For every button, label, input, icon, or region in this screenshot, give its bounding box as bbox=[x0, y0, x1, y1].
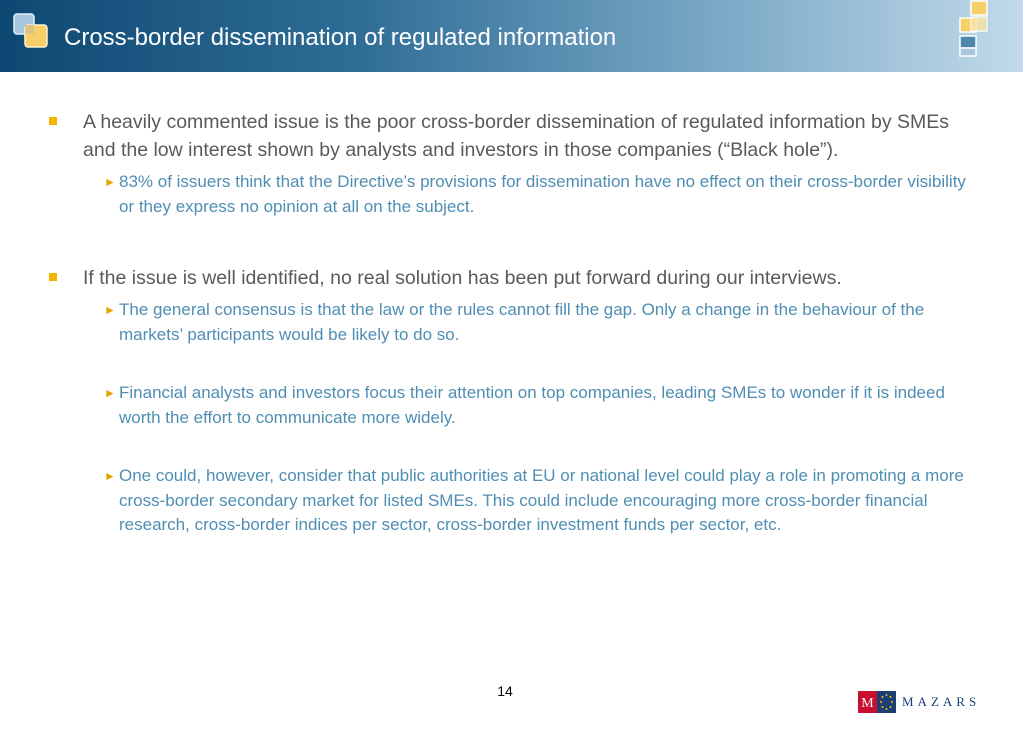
triangle-bullet-icon: ► bbox=[104, 175, 116, 189]
slide-title: Cross-border dissemination of regulated information bbox=[64, 24, 617, 51]
triangle-bullet-icon: ► bbox=[104, 386, 116, 400]
header-bar bbox=[0, 0, 1023, 72]
sub-bullet-text: One could, however, consider that public authorities at EU or national level could play a role in promoting a more cross-border secondary market for listed SMEs. This could include encouraging more cross-border financial research, cross-border indices per sector, cross-border investment funds per sector, etc. bbox=[119, 466, 964, 534]
brand-name: MAZARS bbox=[902, 694, 981, 709]
overlapping-squares-logo-icon bbox=[12, 12, 52, 52]
sub-bullet-item bbox=[104, 170, 968, 219]
sub-bullet-item bbox=[104, 464, 968, 538]
slide-content bbox=[48, 108, 968, 538]
sub-bullet-item bbox=[104, 298, 968, 347]
triangle-bullet-icon: ► bbox=[104, 303, 116, 317]
bullet-item bbox=[48, 264, 968, 292]
sub-bullet-text: 83% of issuers think that the Directive’s provisions for dissemination have no effect on their cross-border visibility or they express no opinion at all on the subject. bbox=[119, 172, 966, 216]
square-bullet-icon bbox=[49, 273, 57, 281]
sub-bullet-text: Financial analysts and investors focus their attention on top companies, leading SMEs to wonder if it is indeed worth the effort to communicate more widely. bbox=[119, 383, 945, 427]
page-number: 14 bbox=[497, 683, 513, 699]
stacked-squares-decoration-icon bbox=[954, 0, 994, 60]
sub-bullet-item bbox=[104, 381, 968, 430]
sub-bullet-text: The general consensus is that the law or the rules cannot fill the gap. Only a change in the behaviour of the markets’ participants would be likely to do so. bbox=[119, 300, 925, 344]
bullet-item bbox=[48, 108, 968, 164]
mazars-logo bbox=[858, 691, 983, 713]
mazars-mark-icon bbox=[858, 691, 896, 713]
brand-mark-letter: M bbox=[861, 696, 874, 711]
bullet-text: If the issue is well identified, no real solution has been put forward during our interviews. bbox=[83, 267, 842, 289]
square-bullet-icon bbox=[49, 117, 57, 125]
triangle-bullet-icon: ► bbox=[104, 469, 116, 483]
bullet-text: A heavily commented issue is the poor cross-border dissemination of regulated information by SMEs and the low interest shown by analysts and investors in those companies (“Black hole”). bbox=[83, 111, 949, 161]
